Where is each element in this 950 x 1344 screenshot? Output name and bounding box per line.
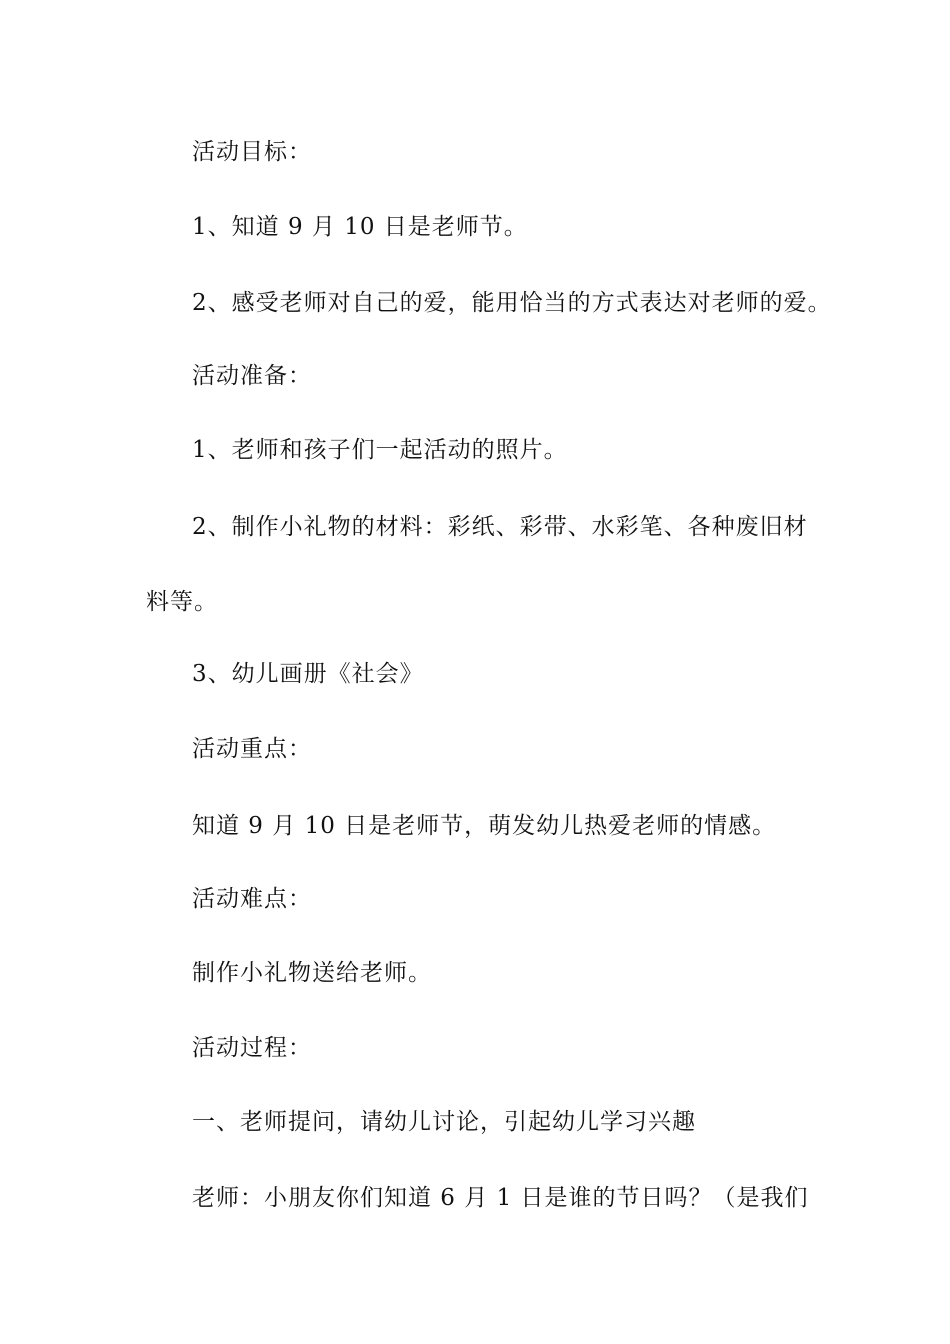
difficulty-text: 制作小礼物送给老师。 (192, 960, 432, 986)
preparation-item-2-continued: 料等。 (146, 589, 218, 615)
goal-item-1: 1、知道 9 月 10 日是老师节。 (192, 214, 528, 240)
preparation-item-3: 3、幼儿画册《社会》 (192, 661, 424, 687)
section-heading-process: 活动过程： (192, 1035, 312, 1061)
section-heading-difficulties: 活动难点： (192, 886, 312, 912)
section-heading-goals: 活动目标： (192, 139, 312, 165)
process-step-1: 一、老师提问，请幼儿讨论，引起幼儿学习兴趣 (192, 1109, 696, 1135)
preparation-item-1: 1、老师和孩子们一起活动的照片。 (192, 437, 568, 463)
process-dialogue: 老师：小朋友你们知道 6 月 1 日是谁的节日吗？（是我们 (192, 1185, 809, 1211)
goal-item-2: 2、感受老师对自己的爱，能用恰当的方式表达对老师的爱。 (192, 290, 832, 316)
section-heading-key-points: 活动重点： (192, 736, 312, 762)
section-heading-preparation: 活动准备： (192, 363, 312, 389)
preparation-item-2: 2、制作小礼物的材料：彩纸、彩带、水彩笔、各种废旧材 (192, 514, 808, 540)
key-point-text: 知道 9 月 10 日是老师节，萌发幼儿热爱老师的情感。 (192, 813, 777, 839)
